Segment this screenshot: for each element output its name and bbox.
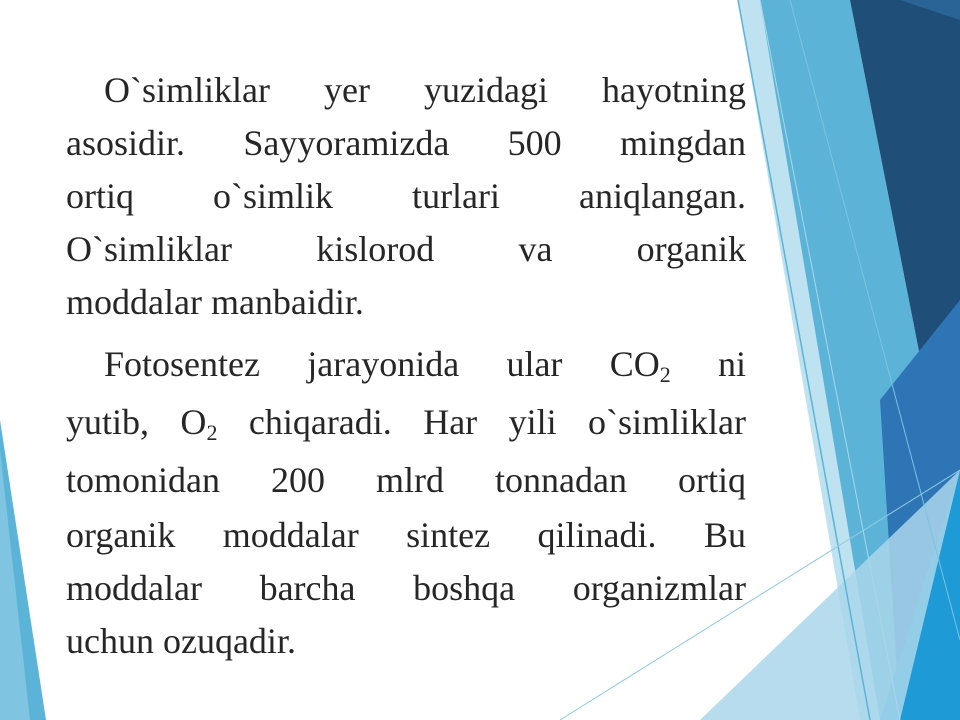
text-line: asosidir. Sayyoramizda 500 mingdan bbox=[66, 123, 746, 163]
text-fragment: chiqaradi. Har yili o`simliklar bbox=[217, 402, 746, 442]
text-line: organik moddalar sintez qilinadi. Bu bbox=[66, 515, 746, 555]
text-fragment: yutib, O bbox=[66, 402, 207, 442]
text-line: O`simliklar yer yuzidagi hayotning bbox=[104, 70, 746, 110]
paragraph-photosynthesis bbox=[66, 335, 746, 668]
text-line: moddalar manbaidir. bbox=[66, 282, 364, 322]
body-text bbox=[66, 64, 746, 668]
subscript: 2 bbox=[206, 420, 218, 445]
text-line: moddalar barcha boshqa organizmlar bbox=[66, 568, 746, 608]
text-line: ortiq o`simlik turlari aniqlangan. bbox=[66, 176, 746, 216]
text-fragment: Fotosentez jarayonida ular CO bbox=[104, 344, 660, 384]
text-line: tomonidan 200 mlrd tonnadan ortiq bbox=[66, 460, 746, 500]
subscript: 2 bbox=[659, 362, 671, 387]
text-fragment: ni bbox=[670, 344, 746, 384]
paragraph-plants-intro bbox=[66, 64, 746, 329]
text-line: uchun ozuqadir. bbox=[66, 621, 296, 661]
left-decor-triangle-pale bbox=[0, 450, 30, 720]
text-line-co2 bbox=[66, 335, 746, 393]
text-line: O`simliklar kislorod va organik bbox=[66, 229, 746, 269]
text-line-o2 bbox=[66, 393, 746, 451]
